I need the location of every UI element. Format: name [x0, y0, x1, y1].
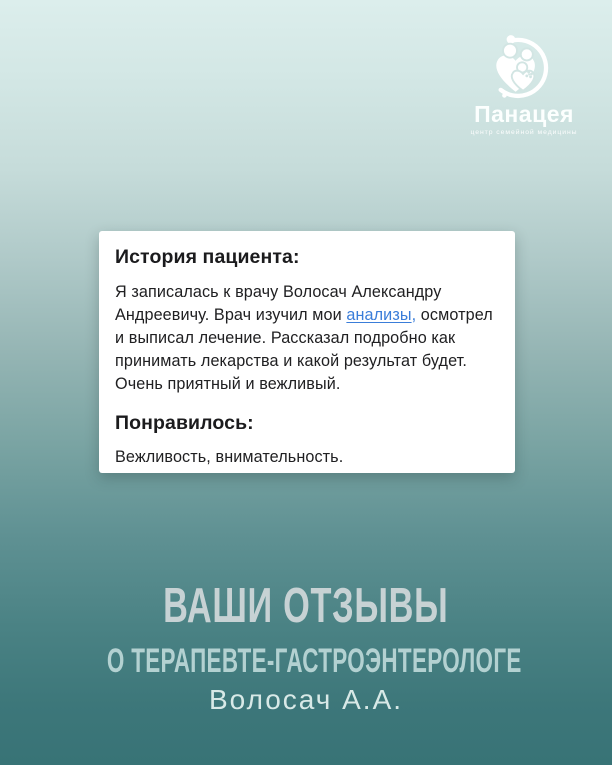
footer-titles	[0, 579, 612, 716]
specialty-subtitle: О ТЕРАПЕВТЕ-ГАСТРОЭНТЕРОЛОГЕ	[106, 642, 522, 680]
logo-tagline: центр семейной медицины	[470, 129, 578, 136]
reviews-title: ВАШИ ОТЗЫВЫ	[163, 579, 449, 633]
liked-text: Вежливость, внимательность.	[115, 448, 344, 466]
story-heading: История пациента:	[115, 246, 300, 268]
link-comma: ,	[411, 306, 417, 324]
logo-name: Панацея	[474, 101, 574, 127]
review-card	[99, 231, 515, 473]
analyses-link[interactable]: анализы	[346, 306, 412, 324]
liked-heading: Понравилось:	[115, 412, 254, 434]
review-text-before: Я записалась к врачу Волосач Александру Андреевичу. Врач изучил мои	[115, 283, 442, 324]
review-text-after: осмотрел и выписал лечение. Рассказал подробно как принимать лекарства и какой результат будет. Очень приятный и вежливый.	[115, 306, 493, 393]
review-body	[115, 281, 499, 396]
family-heart-swirl-icon	[480, 32, 568, 102]
doctor-name: Волосач А.А.	[208, 684, 404, 715]
panacea-logo	[464, 32, 584, 136]
